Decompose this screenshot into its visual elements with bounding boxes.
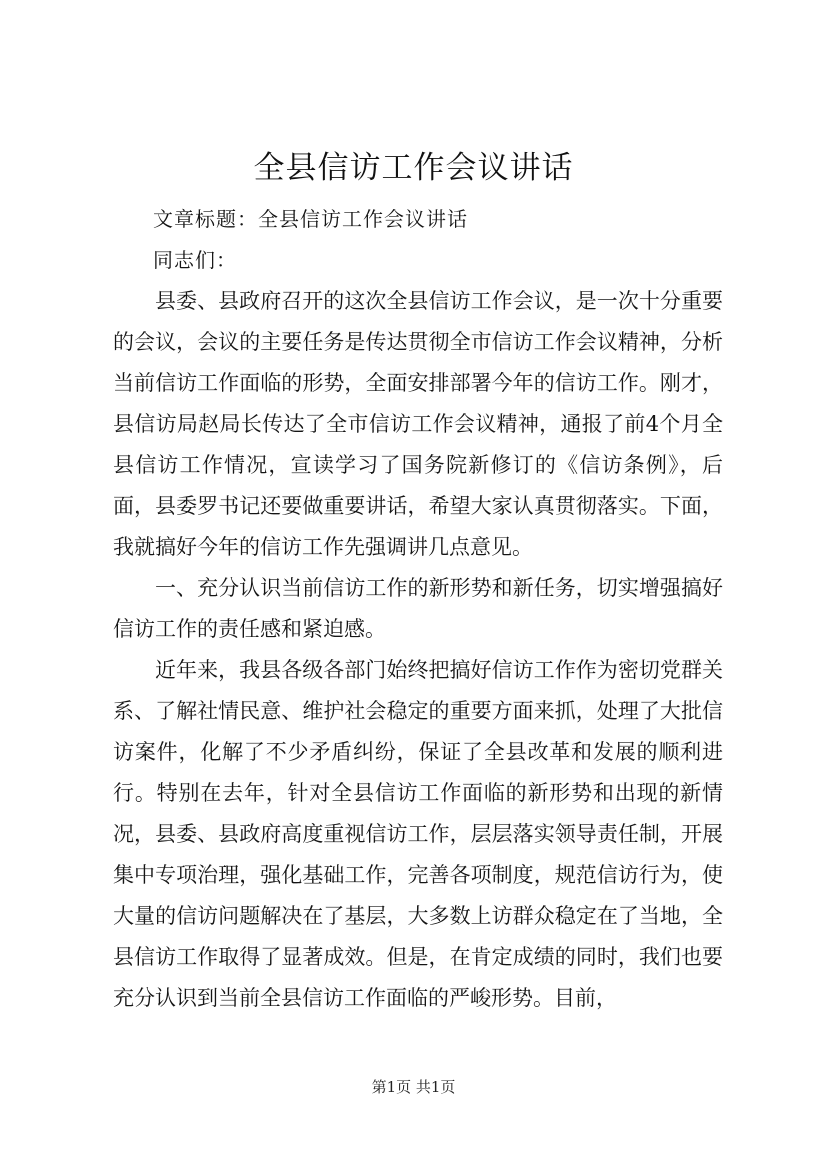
document-body (113, 199, 723, 1019)
paragraph-body: 近年来，我县各级各部门始终把搞好信访工作作为密切党群关系、了解社情民意、维护社会稳定的重要方面来抓，处理了大批信访案件，化解了不少矛盾纠纷，保证了全县改革和发展的顺利进行。特别在去年，针对全县信访工作面临的新形势和出现的新情况，县委、县政府高度重视信访工作，层层落实领导责任制，开展集中专项治理，强化基础工作，完善各项制度，规范信访行为，使大量的信访问题解决在了基层，大多数上访群众稳定在了当地，全县信访工作取得了显著成效。但是，在肯定成绩的同时，我们也要充分认识到当前全县信访工作面临的严峻形势。目前， (113, 658, 723, 1010)
salutation: 同志们： (153, 248, 237, 272)
paragraph-intro: 县委、县政府召开的这次全县信访工作会议，是一次十分重要的会议，会议的主要任务是传达贯彻全市信访工作会议精神，分析当前信访工作面临的形势，全面安排部署今年的信访工作。刚才，县信访局赵局长传达了全市信访工作会议精神，通报了前4个月全县信访工作情况，宣读学习了国务院新修订的《信访条例》，后面，县委罗书记还要做重要讲话，希望大家认真贯彻落实。下面，我就搞好今年的信访工作先强调讲几点意见。 (113, 289, 723, 559)
article-title-line: 文章标题：全县信访工作会议讲话 (153, 207, 468, 231)
section-heading-1: 一、充分认识当前信访工作的新形势和新任务，切实增强搞好信访工作的责任感和紧迫感。 (113, 576, 723, 641)
page-footer: 第1页 共1页 (371, 1078, 456, 1096)
document-title: 全县信访工作会议讲话 (253, 150, 574, 186)
